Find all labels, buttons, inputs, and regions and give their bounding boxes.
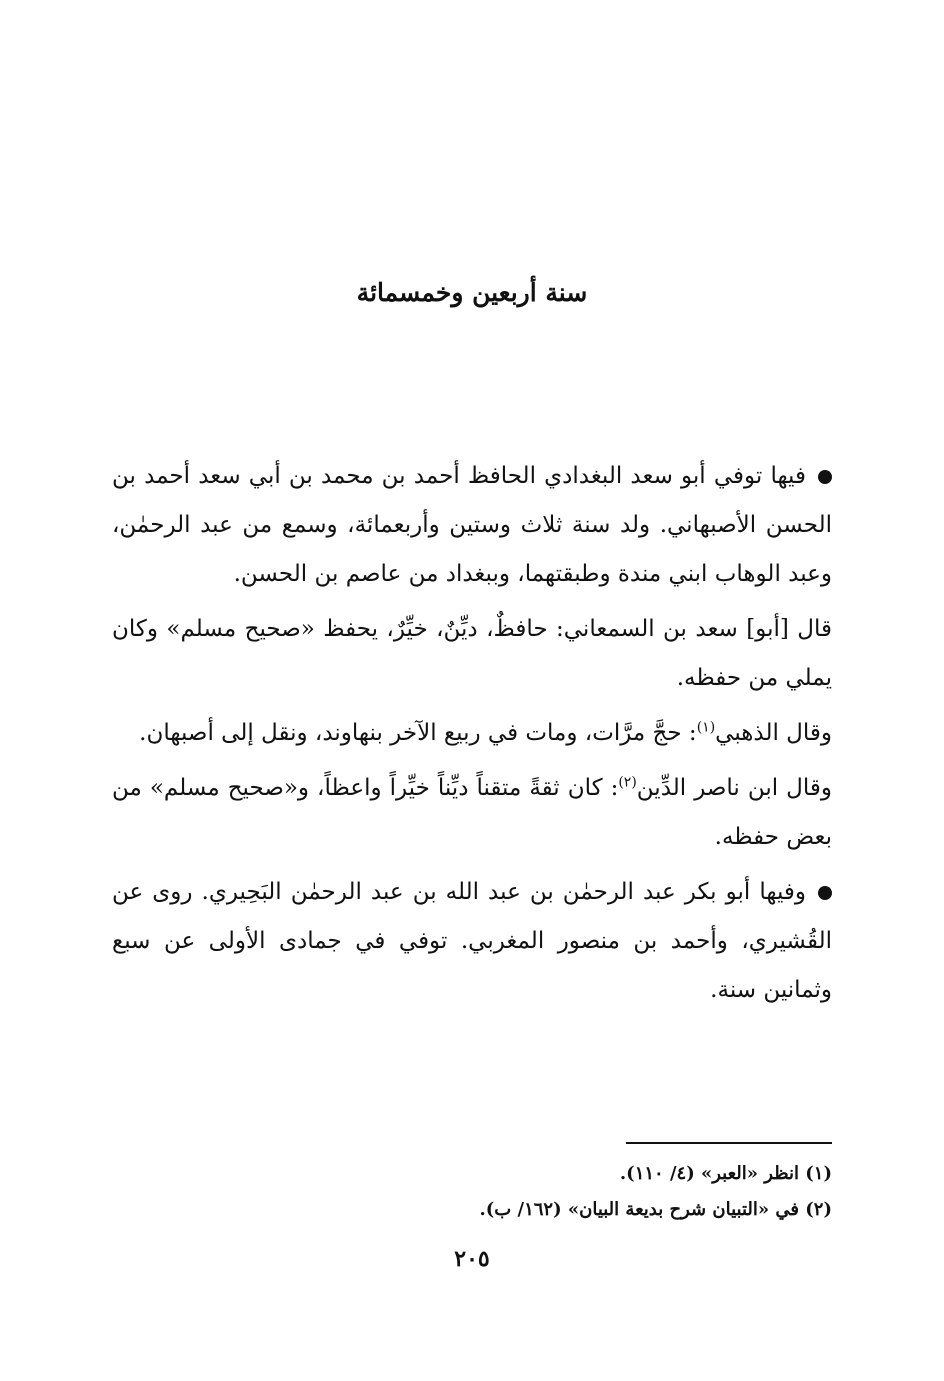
footnote-ref-1[interactable]: (١)	[696, 719, 716, 736]
paragraph-3	[112, 709, 832, 758]
footnotes	[112, 1156, 832, 1228]
paragraph-4	[112, 764, 832, 862]
paragraph-text-end: : حجَّ مرَّات، ومات في ربيع الآخر بنهاوند، ونقل إلى أصبهان.	[139, 720, 697, 746]
bullet-icon	[818, 886, 832, 900]
footnote-2: (٢) في «التبيان شرح بديعة البيان» (١٦٢/ ب).	[479, 1199, 832, 1220]
paragraph-text-start: وقال ابن ناصر الدِّين	[636, 775, 832, 801]
body-text	[112, 452, 832, 1021]
paragraph-1	[112, 452, 832, 599]
footnote-ref-2[interactable]: (٢)	[618, 774, 637, 791]
paragraph-text-start: وقال الذهبي	[715, 720, 832, 746]
page-number: ٢٠٥	[454, 1246, 490, 1272]
page-title: سنة أربعين وخمسمائة	[356, 278, 588, 307]
paragraph-text: وفيها أبو بكر عبد الرحمٰن بن عبد الله بن عبد الرحمٰن البَحِيري. روى عن القُشيري، وأحمد بن منصور المغربي. توفي في جمادى الأولى عن سبع وثمانين سنة.	[112, 879, 832, 1003]
paragraph-text-end: : كان ثقةً متقناً ديِّناً خيِّراً واعظاً، و«صحيح مسلم» من بعض حفظه.	[112, 775, 832, 850]
paragraph-text: قال [أبو] سعد بن السمعاني: حافظٌ، ديِّنٌ، خيِّرٌ، يحفظ «صحيح مسلم» وكان يملي من حفظه.	[112, 616, 832, 691]
bullet-icon	[818, 470, 832, 484]
footnote-divider	[626, 1142, 832, 1144]
paragraph-text: فيها توفي أبو سعد البغدادي الحافظ أحمد بن محمد بن أبي سعد أحمد بن الحسن الأصبهاني. ولد سنة ثلاث وستين وأربعمائة، وسمع من عبد الرحمٰن، وعبد الوهاب ابني مندة وطبقتهما، وببغداد من عاصم بن الحسن.	[112, 463, 832, 587]
footnote-1: (١) انظر «العبر» (٤/ ١١٠).	[619, 1163, 832, 1184]
paragraph-2	[112, 605, 832, 703]
paragraph-5	[112, 868, 832, 1015]
